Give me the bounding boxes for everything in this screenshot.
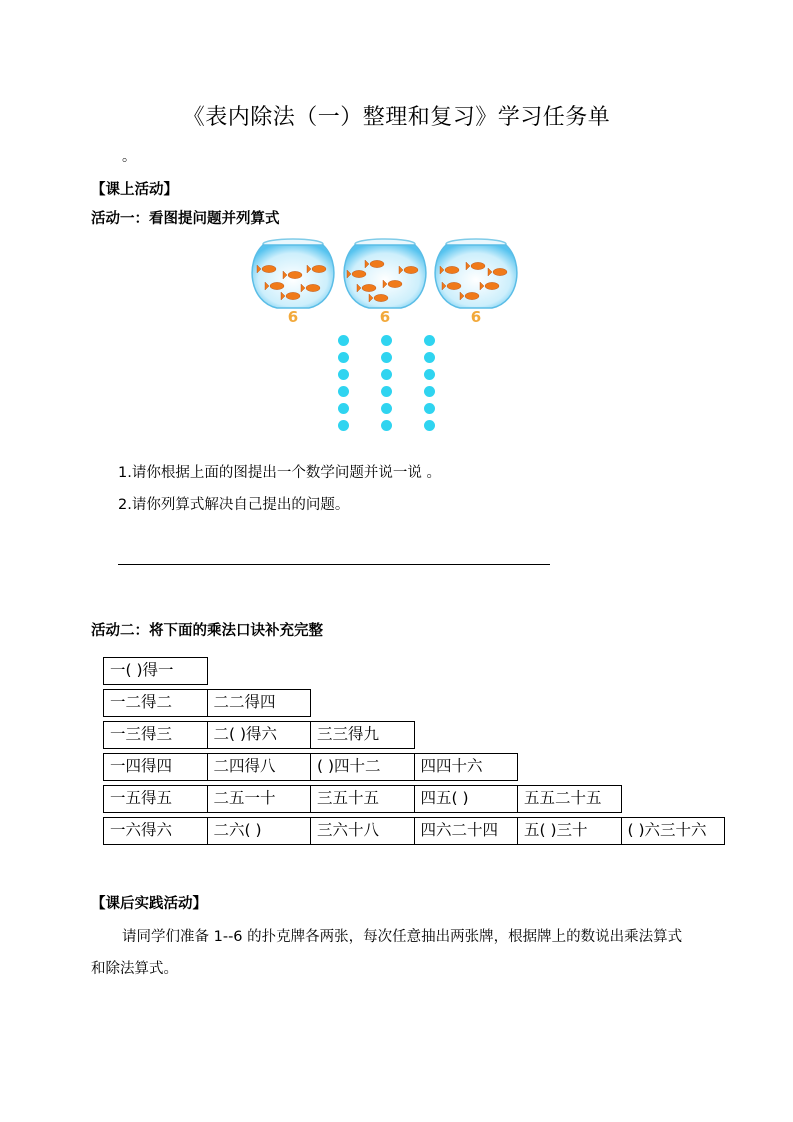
question-2: 2.请你列算式解决自己提出的问题。: [118, 497, 350, 513]
class-activity-heading: 【课上活动】: [91, 182, 178, 198]
stray-period: 。: [122, 149, 136, 165]
table-cell: 一( )得一: [103, 657, 208, 685]
table-cell: ( )四十二: [310, 753, 415, 781]
table-cell: 一四得四: [103, 753, 208, 781]
table-cell: 四五( ): [414, 785, 519, 813]
table-cell: 五五二十五: [517, 785, 622, 813]
table-cell: 三五十五: [310, 785, 415, 813]
table-cell: 二四得八: [207, 753, 312, 781]
after-class-line-1: 请同学们准备 1--6 的扑克牌各两张，每次任意抽出两张牌，根据牌上的数说出乘法算式: [122, 929, 683, 945]
table-cell: 二六( ): [207, 817, 312, 845]
table-cell: 四四十六: [414, 753, 519, 781]
after-class-heading: 【课后实践活动】: [91, 896, 207, 912]
bowl-label: 6: [379, 308, 391, 326]
table-cell: 一二得二: [103, 689, 208, 717]
table-cell: 二五一十: [207, 785, 312, 813]
table-cell: 三六十八: [310, 817, 415, 845]
table-cell: 五( )三十: [517, 817, 622, 845]
table-cell: 二二得四: [207, 689, 312, 717]
table-cell: 二( )得六: [207, 721, 312, 749]
table-cell: 三三得九: [310, 721, 415, 749]
question-1: 1.请你根据上面的图提出一个数学问题并说一说 。: [118, 465, 441, 481]
table-cell: 一五得五: [103, 785, 208, 813]
page-title: 《表内除法（一）整理和复习》学习任务单: [182, 105, 611, 130]
table-cell: ( )六三十六: [621, 817, 726, 845]
activity2-heading: 活动二：将下面的乘法口诀补充完整: [91, 623, 323, 639]
table-cell: 四六二十四: [414, 817, 519, 845]
table-cell: 一六得六: [103, 817, 208, 845]
bowl-label: 6: [287, 308, 299, 326]
bowl-label: 6: [470, 308, 482, 326]
activity1-heading: 活动一：看图提问题并列算式: [91, 211, 280, 227]
after-class-line-2: 和除法算式。: [91, 961, 178, 977]
table-cell: 一三得三: [103, 721, 208, 749]
